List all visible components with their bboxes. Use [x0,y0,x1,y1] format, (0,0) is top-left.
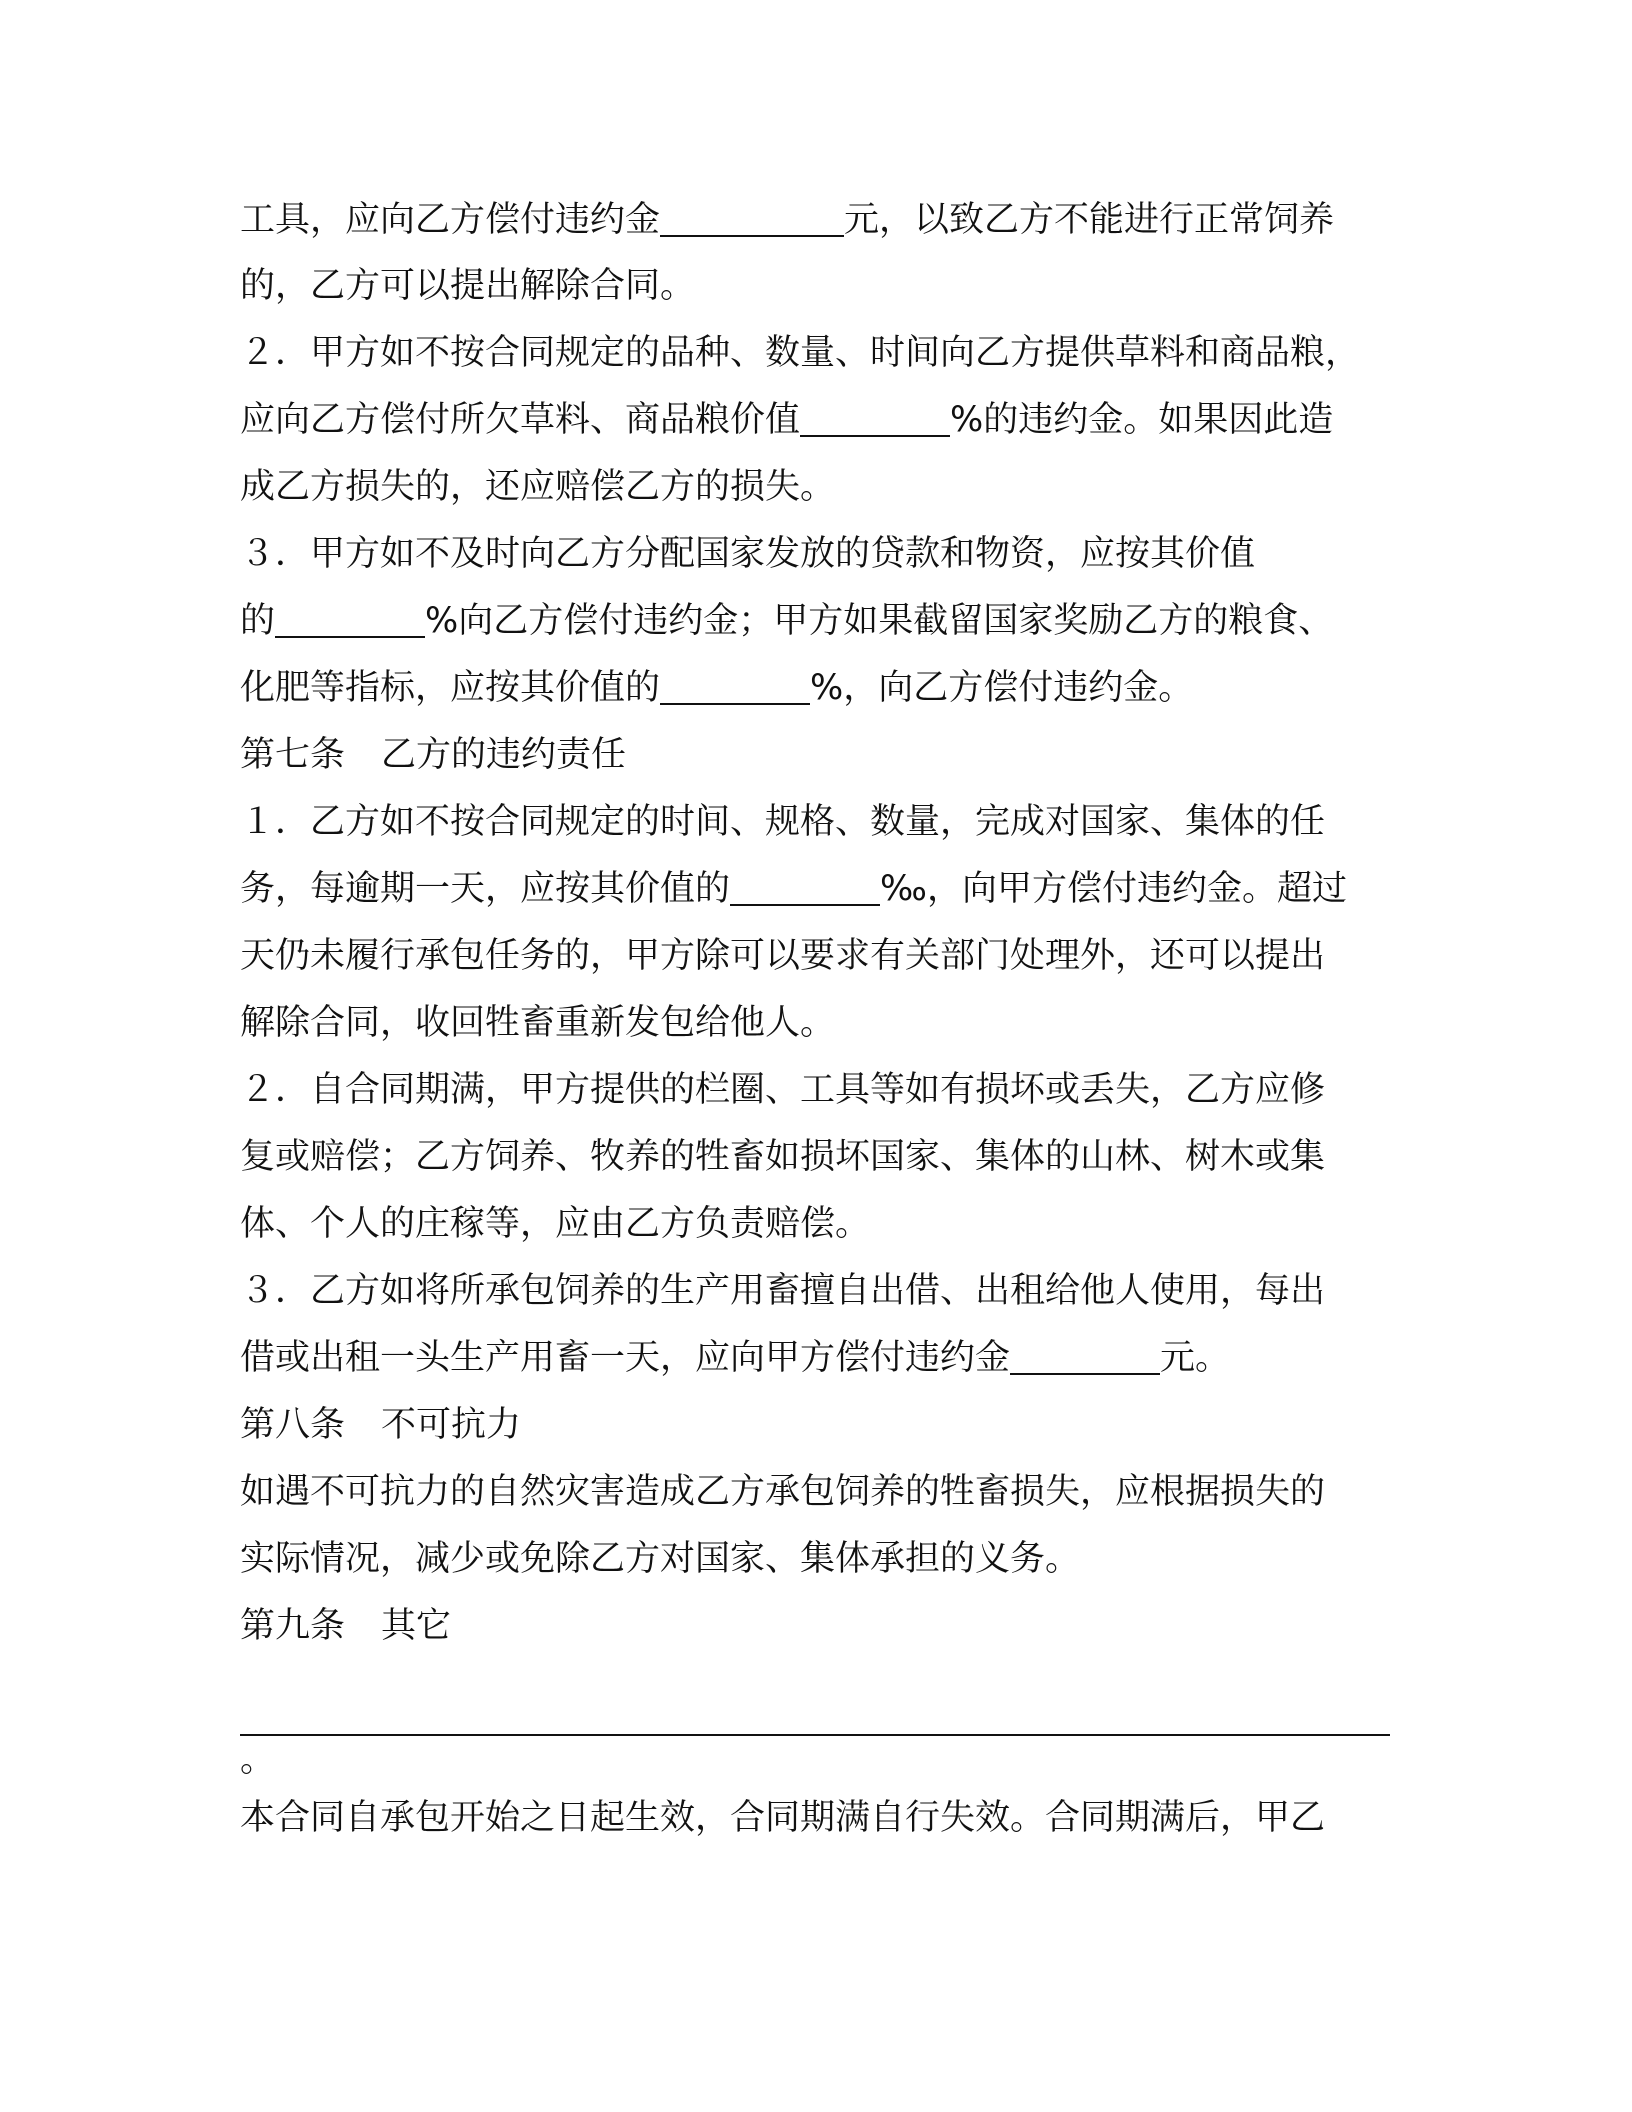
text-segment: 化肥等指标，应按其价值的 [240,668,661,708]
text-line: ３．甲方如不及时向乙方分配国家发放的贷款和物资，应按其价值 [240,534,1256,574]
fill-in-blank [800,397,950,437]
text-segment: ‰，向甲方偿付违约金。超过 [880,869,1347,909]
text-line: 本合同自承包开始之日起生效，合同期满自行失效。合同期满后，甲乙 [240,1798,1326,1838]
text-line: 复或赔偿；乙方饲养、牧养的牲畜如损坏国家、集体的山林、树木或集 [240,1137,1326,1177]
text-line: 体、个人的庄稼等，应由乙方负责赔偿。 [240,1204,871,1244]
text-segment: 务，每逾期一天，应按其价值的 [240,869,731,909]
article-number: 第九条 [240,1606,346,1646]
text-line [240,865,1390,913]
text-line: 天仍未履行承包任务的，甲方除可以要求有关部门处理外，还可以提出 [240,936,1326,976]
text-line: ２．自合同期满，甲方提供的栏圈、工具等如有损坏或丢失，乙方应修 [240,1070,1326,1110]
article-title: 乙方的违约责任 [381,735,627,775]
text-line [240,597,1390,645]
fill-in-blank [660,665,810,705]
text-line [240,196,1390,244]
article-heading [240,1401,1390,1449]
text-line: 如遇不可抗力的自然灾害造成乙方承包饲养的牲畜损失，应根据损失的 [240,1472,1326,1512]
article-title: 其它 [381,1606,452,1646]
text-line [240,396,1390,444]
fill-in-blank [730,866,880,906]
text-segment: 借或出租一头生产用畜一天，应向甲方偿付违约金 [240,1338,1011,1378]
text-segment: 应向乙方偿付所欠草料、商品粮价值 [240,400,801,440]
text-line: 解除合同，收回牲畜重新发包给他人。 [240,1003,836,1043]
text-line: １．乙方如不按合同规定的时间、规格、数量，完成对国家、集体的任 [240,802,1326,842]
text-line: ２．甲方如不按合同规定的品种、数量、时间向乙方提供草料和商品粮， [240,333,1361,373]
fill-in-blank [1010,1335,1160,1375]
text-line: 成乙方损失的，还应赔偿乙方的损失。 [240,467,836,507]
text-segment: 元。 [1160,1338,1231,1378]
text-line: ３．乙方如将所承包饲养的生产用畜擅自出借、出租给他人使用，每出 [240,1271,1326,1311]
text-line: 实际情况，减少或免除乙方对国家、集体承担的义务。 [240,1539,1081,1579]
article-number: 第八条 [240,1405,346,1445]
article-number: 第七条 [240,735,346,775]
article-heading [240,731,1390,779]
text-line [240,664,1390,712]
article-title: 不可抗力 [381,1405,522,1445]
text-segment: %，向乙方偿付违约金。 [810,668,1194,708]
text-segment: %的违约金。如果因此造 [950,400,1334,440]
text-line [240,1334,1390,1382]
article-heading [240,1602,1390,1650]
fill-in-blank [275,598,425,638]
text-segment: 元，以致乙方不能进行正常饲养 [844,200,1335,240]
text-line: 的，乙方可以提出解除合同。 [240,266,696,306]
text-segment: %向乙方偿付违约金；甲方如果截留国家奖励乙方的粮食、 [425,601,1334,641]
text-segment: 的 [240,601,276,641]
text-segment: 工具，应向乙方偿付违约金 [240,200,661,240]
fill-in-blank [660,197,844,237]
text-line: 。 [240,1740,276,1780]
